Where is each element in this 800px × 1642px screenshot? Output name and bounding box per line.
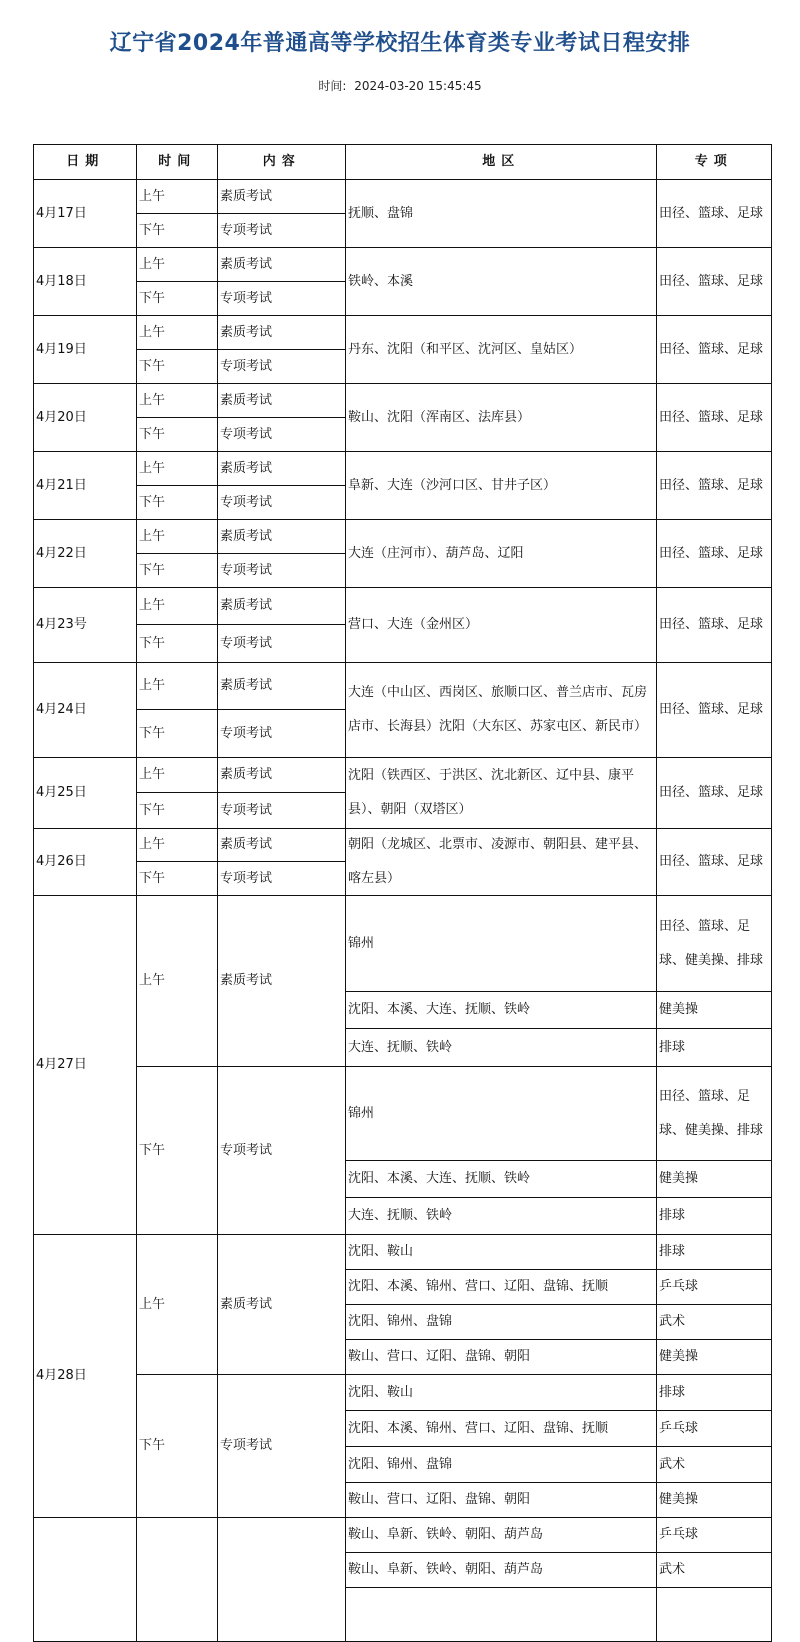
- content-cell: [217, 213, 347, 249]
- region-cell-text: 锦州: [348, 935, 375, 951]
- date-cell-text: 4月24日: [36, 702, 87, 718]
- sport-cell-text: 武术: [659, 1456, 686, 1472]
- region-cell: [345, 895, 658, 993]
- region-cell-text: 鞍山、阜新、铁岭、朝阳、葫芦岛: [348, 1562, 544, 1578]
- date-cell: [33, 519, 138, 589]
- region-cell: [345, 1269, 658, 1306]
- region-cell-text: 沈阳、本溪、锦州、营口、辽阳、盘锦、抚顺: [348, 1420, 609, 1436]
- sport-cell-text: 健美操: [659, 1349, 699, 1365]
- time-cell: [136, 709, 219, 759]
- region-cell: [345, 1234, 658, 1271]
- time-cell-text: 上午: [139, 324, 166, 340]
- time-cell-text: 下午: [139, 725, 166, 741]
- sport-cell: [656, 315, 772, 385]
- date-cell-text: 4月27日: [36, 1057, 87, 1073]
- time-cell-text: 上午: [139, 1296, 166, 1312]
- time-cell: [136, 624, 219, 664]
- region-cell-text: 大连（中山区、西岗区、旅顺口区、普兰店市、瓦房店市、长海县）沈阳（大东区、苏家屯区、新民市）: [348, 685, 648, 735]
- time-cell-text: 下午: [139, 802, 166, 818]
- time-cell: [136, 895, 219, 1068]
- column-header: [136, 144, 219, 181]
- time-cell: [136, 1234, 219, 1376]
- region-cell: [345, 383, 658, 453]
- region-cell-text: 鞍山、营口、辽阳、盘锦、朝阳: [348, 1492, 531, 1508]
- sport-cell: [656, 757, 772, 830]
- content-cell-text: 素质考试: [220, 973, 273, 989]
- content-cell: [217, 662, 347, 711]
- sport-cell: [656, 1066, 772, 1162]
- column-header-text: 日期: [66, 154, 105, 170]
- sport-cell-text: 田径、篮球、足球: [659, 702, 764, 718]
- content-cell: [217, 792, 347, 830]
- time-cell: [136, 451, 219, 487]
- date-cell-text: 4月22日: [36, 545, 87, 561]
- content-cell-text: 素质考试: [220, 256, 273, 272]
- content-cell-text: 专项考试: [220, 725, 273, 741]
- date-cell: [33, 1234, 138, 1519]
- time-cell: [136, 281, 219, 317]
- content-cell: [217, 1234, 347, 1376]
- sport-cell-text: 乒乓球: [659, 1279, 699, 1295]
- region-cell-text: 大连（庄河市）、葫芦岛、辽阳: [348, 545, 524, 561]
- region-cell: [345, 991, 658, 1030]
- sport-cell-text: 武术: [659, 1314, 686, 1330]
- time-cell: [136, 792, 219, 830]
- sport-cell-text: 乒乓球: [659, 1420, 699, 1436]
- content-cell: [217, 247, 347, 283]
- content-cell-text: 专项考试: [220, 562, 273, 578]
- sport-cell-text: 田径、篮球、足球: [659, 854, 764, 870]
- sport-cell-text: 排球: [659, 1039, 686, 1055]
- content-cell-text: 素质考试: [220, 188, 273, 204]
- time-cell-text: 上午: [139, 678, 166, 694]
- content-cell: [217, 587, 347, 626]
- content-cell-text: 素质考试: [220, 1296, 273, 1312]
- sport-cell: [656, 1517, 772, 1554]
- region-cell-text: 沈阳（铁西区、于洪区、沈北新区、辽中县、康平县）、朝阳（双塔区）: [348, 768, 635, 818]
- time-cell: [136, 383, 219, 419]
- time-cell-text: 下午: [139, 1438, 166, 1454]
- content-cell: [217, 417, 347, 453]
- date-cell: [33, 662, 138, 759]
- time-cell-text: 下午: [139, 1142, 166, 1158]
- region-cell: [345, 315, 658, 385]
- region-cell: [345, 1197, 658, 1236]
- time-cell: [136, 553, 219, 589]
- content-cell: [217, 709, 347, 759]
- time-cell-text: 上午: [139, 392, 166, 408]
- column-header: [345, 144, 658, 181]
- region-cell: [345, 1028, 658, 1068]
- time-cell-text: 上午: [139, 837, 166, 853]
- content-cell: [217, 828, 347, 863]
- publish-time-label: 时间:: [318, 79, 347, 93]
- content-cell-text: 专项考试: [220, 1142, 273, 1158]
- sport-cell-text: 健美操: [659, 1002, 699, 1018]
- content-cell: [217, 1066, 347, 1236]
- sport-cell: [656, 1234, 772, 1271]
- time-cell-text: 下午: [139, 635, 166, 651]
- date-cell: [33, 587, 138, 664]
- date-cell-text: 4月20日: [36, 409, 87, 425]
- sport-cell: [656, 179, 772, 249]
- sport-cell-text: 田径、篮球、足球: [659, 205, 764, 221]
- region-cell: [345, 1517, 658, 1554]
- content-cell: [217, 451, 347, 487]
- sport-cell-text: 田径、篮球、足球、健美操、排球: [659, 918, 764, 968]
- time-cell: [136, 757, 219, 794]
- content-cell-text: 专项考试: [220, 635, 273, 651]
- content-cell: [217, 383, 347, 419]
- region-cell-text: 锦州: [348, 1105, 375, 1121]
- region-cell: [345, 1482, 658, 1519]
- content-cell: [217, 315, 347, 351]
- sport-cell: [656, 828, 772, 897]
- region-cell-text: 沈阳、本溪、锦州、营口、辽阳、盘锦、抚顺: [348, 1279, 609, 1295]
- region-cell-text: 营口、大连（金州区）: [348, 617, 479, 633]
- content-cell-text: 专项考试: [220, 222, 273, 238]
- time-cell: [136, 1066, 219, 1236]
- time-cell: [136, 485, 219, 521]
- region-cell: [345, 1066, 658, 1162]
- sport-cell: [656, 1552, 772, 1589]
- sport-cell-text: 田径、篮球、足球: [659, 477, 764, 493]
- column-header-text: 内容: [262, 154, 301, 170]
- sport-cell-text: 健美操: [659, 1171, 699, 1187]
- date-cell-text: 4月19日: [36, 341, 87, 357]
- sport-cell: [656, 1482, 772, 1519]
- sport-cell: [656, 451, 772, 521]
- date-cell-text: 4月26日: [36, 854, 87, 870]
- sport-cell: [656, 1339, 772, 1376]
- time-cell: [136, 247, 219, 283]
- date-cell: [33, 828, 138, 897]
- region-cell-text: 大连、抚顺、铁岭: [348, 1039, 453, 1055]
- sport-cell: [656, 1410, 772, 1448]
- date-cell: [33, 315, 138, 385]
- date-cell: [33, 1517, 138, 1642]
- date-cell: [33, 451, 138, 521]
- sport-cell-text: 田径、篮球、足球: [659, 409, 764, 425]
- publish-time-value: 2024-03-20 15:45:45: [354, 79, 482, 93]
- time-cell-text: 上午: [139, 528, 166, 544]
- date-cell: [33, 895, 138, 1236]
- date-cell-text: 4月23号: [36, 617, 87, 633]
- time-cell: [136, 213, 219, 249]
- region-cell: [345, 1587, 658, 1642]
- region-cell: [345, 1374, 658, 1412]
- region-cell-text: 丹东、沈阳（和平区、沈河区、皇姑区）: [348, 341, 583, 357]
- time-cell-text: 下午: [139, 222, 166, 238]
- content-cell-text: 专项考试: [220, 494, 273, 510]
- content-cell-text: 专项考试: [220, 1438, 273, 1454]
- content-cell: [217, 861, 347, 897]
- column-header-text: 地区: [482, 154, 521, 170]
- sport-cell-text: 排球: [659, 1208, 686, 1224]
- time-cell-text: 上午: [139, 256, 166, 272]
- sport-cell: [656, 587, 772, 664]
- sport-cell-text: 田径、篮球、足球: [659, 341, 764, 357]
- region-cell-text: 朝阳（龙城区、北票市、凌源市、朝阳县、建平县、喀左县）: [348, 837, 648, 887]
- content-cell-text: 专项考试: [220, 802, 273, 818]
- sport-cell: [656, 519, 772, 589]
- content-cell-text: 素质考试: [220, 678, 273, 694]
- region-cell: [345, 1446, 658, 1484]
- content-cell-text: 素质考试: [220, 837, 273, 853]
- sport-cell-text: 田径、篮球、足球、健美操、排球: [659, 1088, 764, 1138]
- region-cell-text: 沈阳、鞍山: [348, 1384, 414, 1400]
- column-header: [33, 144, 138, 181]
- sport-cell-text: 田径、篮球、足球: [659, 545, 764, 561]
- date-cell-text: 4月18日: [36, 273, 87, 289]
- content-cell: [217, 757, 347, 794]
- sport-cell-text: 乒乓球: [659, 1527, 699, 1543]
- date-cell: [33, 383, 138, 453]
- time-cell: [136, 519, 219, 555]
- content-cell: [217, 553, 347, 589]
- content-cell-text: 素质考试: [220, 324, 273, 340]
- time-cell-text: 下午: [139, 426, 166, 442]
- column-header-text: 时间: [158, 154, 197, 170]
- region-cell: [345, 1552, 658, 1589]
- sport-cell-text: 田径、篮球、足球: [659, 785, 764, 801]
- time-cell: [136, 349, 219, 385]
- region-cell-text: 沈阳、本溪、大连、抚顺、铁岭: [348, 1002, 531, 1018]
- content-cell: [217, 1374, 347, 1519]
- content-cell-text: 专项考试: [220, 290, 273, 306]
- region-cell: [345, 587, 658, 664]
- sport-cell: [656, 895, 772, 993]
- time-cell-text: 下午: [139, 562, 166, 578]
- region-cell-text: 鞍山、沈阳（浑南区、法库县）: [348, 409, 531, 425]
- region-cell: [345, 247, 658, 317]
- sport-cell: [656, 991, 772, 1030]
- sport-cell: [656, 1160, 772, 1199]
- content-cell-text: 素质考试: [220, 460, 273, 476]
- region-cell: [345, 828, 658, 897]
- content-cell: [217, 519, 347, 555]
- sport-cell: [656, 1587, 772, 1642]
- date-cell: [33, 247, 138, 317]
- time-cell: [136, 1374, 219, 1519]
- time-cell: [136, 179, 219, 215]
- content-cell: [217, 349, 347, 385]
- content-cell: [217, 179, 347, 215]
- time-cell-text: 上午: [139, 973, 166, 989]
- date-cell-text: 4月28日: [36, 1368, 87, 1384]
- region-cell-text: 抚顺、盘锦: [348, 205, 414, 221]
- region-cell-text: 鞍山、营口、辽阳、盘锦、朝阳: [348, 1349, 531, 1365]
- date-cell-text: 4月25日: [36, 785, 87, 801]
- sport-cell-text: 武术: [659, 1562, 686, 1578]
- sport-cell: [656, 1028, 772, 1068]
- region-cell-text: 铁岭、本溪: [348, 273, 414, 289]
- time-cell: [136, 587, 219, 626]
- sport-cell-text: 排球: [659, 1384, 686, 1400]
- sport-cell-text: 田径、篮球、足球: [659, 273, 764, 289]
- content-cell: [217, 281, 347, 317]
- region-cell: [345, 1304, 658, 1341]
- region-cell: [345, 451, 658, 521]
- date-cell: [33, 179, 138, 249]
- content-cell-text: 素质考试: [220, 598, 273, 614]
- time-cell-text: 下午: [139, 290, 166, 306]
- content-cell-text: 专项考试: [220, 426, 273, 442]
- time-cell: [136, 417, 219, 453]
- content-cell: [217, 485, 347, 521]
- sport-cell: [656, 1446, 772, 1484]
- region-cell: [345, 179, 658, 249]
- content-cell: [217, 1517, 347, 1642]
- region-cell-text: 大连、抚顺、铁岭: [348, 1208, 453, 1224]
- sport-cell: [656, 1374, 772, 1412]
- time-cell-text: 下午: [139, 870, 166, 886]
- time-cell-text: 上午: [139, 188, 166, 204]
- region-cell-text: 沈阳、锦州、盘锦: [348, 1456, 453, 1472]
- content-cell-text: 专项考试: [220, 870, 273, 886]
- sport-cell-text: 健美操: [659, 1492, 699, 1508]
- sport-cell: [656, 1269, 772, 1306]
- sport-cell-text: 田径、篮球、足球: [659, 617, 764, 633]
- time-cell-text: 上午: [139, 460, 166, 476]
- content-cell-text: 专项考试: [220, 358, 273, 374]
- content-cell: [217, 895, 347, 1068]
- content-cell-text: 素质考试: [220, 528, 273, 544]
- region-cell-text: 阜新、大连（沙河口区、甘井子区）: [348, 477, 557, 493]
- time-cell: [136, 1517, 219, 1642]
- sport-cell: [656, 1304, 772, 1341]
- content-cell-text: 素质考试: [220, 767, 273, 783]
- date-cell-text: 4月17日: [36, 205, 87, 221]
- sport-cell-text: 排球: [659, 1244, 686, 1260]
- content-cell-text: 素质考试: [220, 392, 273, 408]
- time-cell-text: 下午: [139, 358, 166, 374]
- region-cell: [345, 1160, 658, 1199]
- region-cell-text: 鞍山、阜新、铁岭、朝阳、葫芦岛: [348, 1527, 544, 1543]
- column-header-text: 专项: [694, 154, 733, 170]
- region-cell-text: 沈阳、本溪、大连、抚顺、铁岭: [348, 1171, 531, 1187]
- time-cell: [136, 315, 219, 351]
- time-cell: [136, 828, 219, 863]
- sport-cell: [656, 383, 772, 453]
- column-header: [656, 144, 772, 181]
- region-cell: [345, 1339, 658, 1376]
- region-cell: [345, 1410, 658, 1448]
- time-cell: [136, 861, 219, 897]
- sport-cell: [656, 247, 772, 317]
- date-cell: [33, 757, 138, 830]
- time-cell: [136, 662, 219, 711]
- region-cell-text: 沈阳、鞍山: [348, 1244, 414, 1260]
- sport-cell: [656, 662, 772, 759]
- region-cell: [345, 662, 658, 759]
- region-cell: [345, 757, 658, 830]
- column-header: [217, 144, 347, 181]
- sport-cell: [656, 1197, 772, 1236]
- region-cell: [345, 519, 658, 589]
- time-cell-text: 上午: [139, 767, 166, 783]
- time-cell-text: 上午: [139, 598, 166, 614]
- region-cell-text: 沈阳、锦州、盘锦: [348, 1314, 453, 1330]
- date-cell-text: 4月21日: [36, 477, 87, 493]
- page-title: 辽宁省2024年普通高等学校招生体育类专业考试日程安排: [109, 31, 691, 56]
- time-cell-text: 下午: [139, 494, 166, 510]
- content-cell: [217, 624, 347, 664]
